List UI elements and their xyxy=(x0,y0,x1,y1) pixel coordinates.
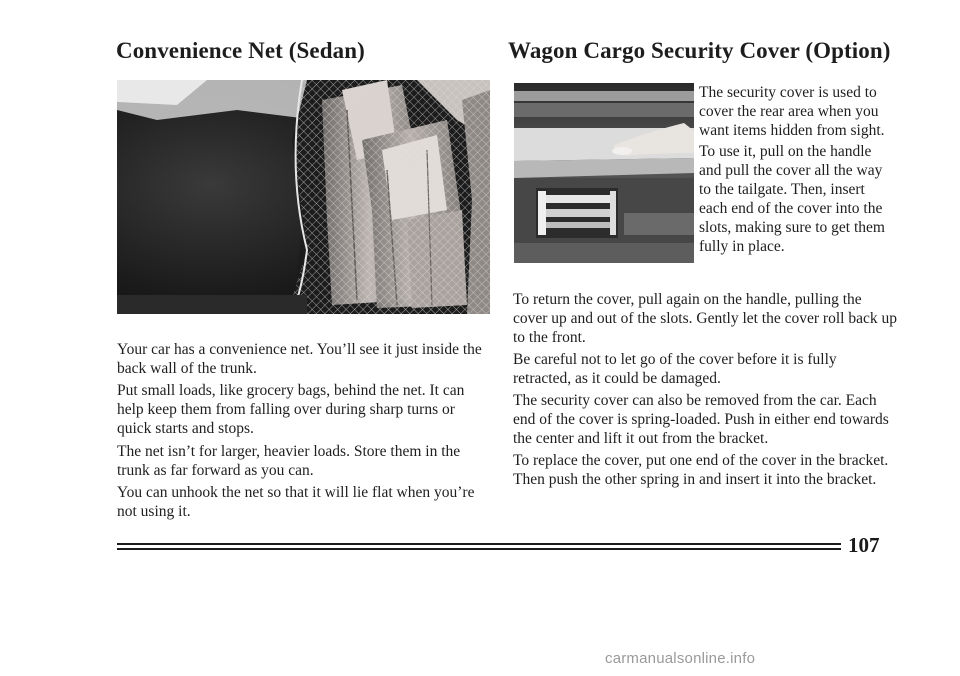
convenience-net-paragraph: You can unhook the net so that it will lie flat when you’re not using it. xyxy=(117,484,475,520)
security-cover-paragraph: To return the cover, pull again on the handle, pulling the cover up and out of the slots. Gently let the cover roll back up to the front. xyxy=(513,291,897,346)
security-cover-heading: Wagon Cargo Security Cover (Option) xyxy=(508,38,891,63)
convenience-net-paragraph: The net isn’t for larger, heavier loads. Store them in the trunk as far forward as you can. xyxy=(117,443,461,479)
footer-rule xyxy=(117,548,841,550)
convenience-net-paragraph: Your car has a convenience net. You’ll see it just inside the back wall of the trunk. xyxy=(117,341,482,377)
security-cover-paragraph: To replace the cover, put one end of the cover in the bracket. Then push the other spring in and insert it into the bracket. xyxy=(513,452,889,488)
footer-rule xyxy=(117,543,841,545)
convenience-net-heading: Convenience Net (Sedan) xyxy=(116,38,365,63)
security-cover-paragraph: Be careful not to let go of the cover before it is fully retracted, as it could be damaged. xyxy=(513,351,837,387)
security-cover-paragraph: The security cover is used to cover the rear area when you want items hidden from sight. xyxy=(699,84,885,139)
security-cover-paragraph: The security cover can also be removed from the car. Each end of the cover is spring-loaded. Push in either end towards the center and lift it out from the bracket. xyxy=(513,392,889,447)
convenience-net-paragraph: Put small loads, like grocery bags, behind the net. It can help keep them from falling over during sharp turns or quick starts and stops. xyxy=(117,382,465,437)
watermark: carmanualsonline.info xyxy=(605,650,756,667)
security-cover-paragraph: To use it, pull on the handle and pull the cover all the way to the tailgate. Then, insert each end of the cover into the slots, making sure to get them fully in place. xyxy=(699,143,885,255)
convenience-net-photo xyxy=(117,80,490,314)
cargo-cover-photo xyxy=(514,83,694,263)
page-number: 107 xyxy=(848,533,880,557)
